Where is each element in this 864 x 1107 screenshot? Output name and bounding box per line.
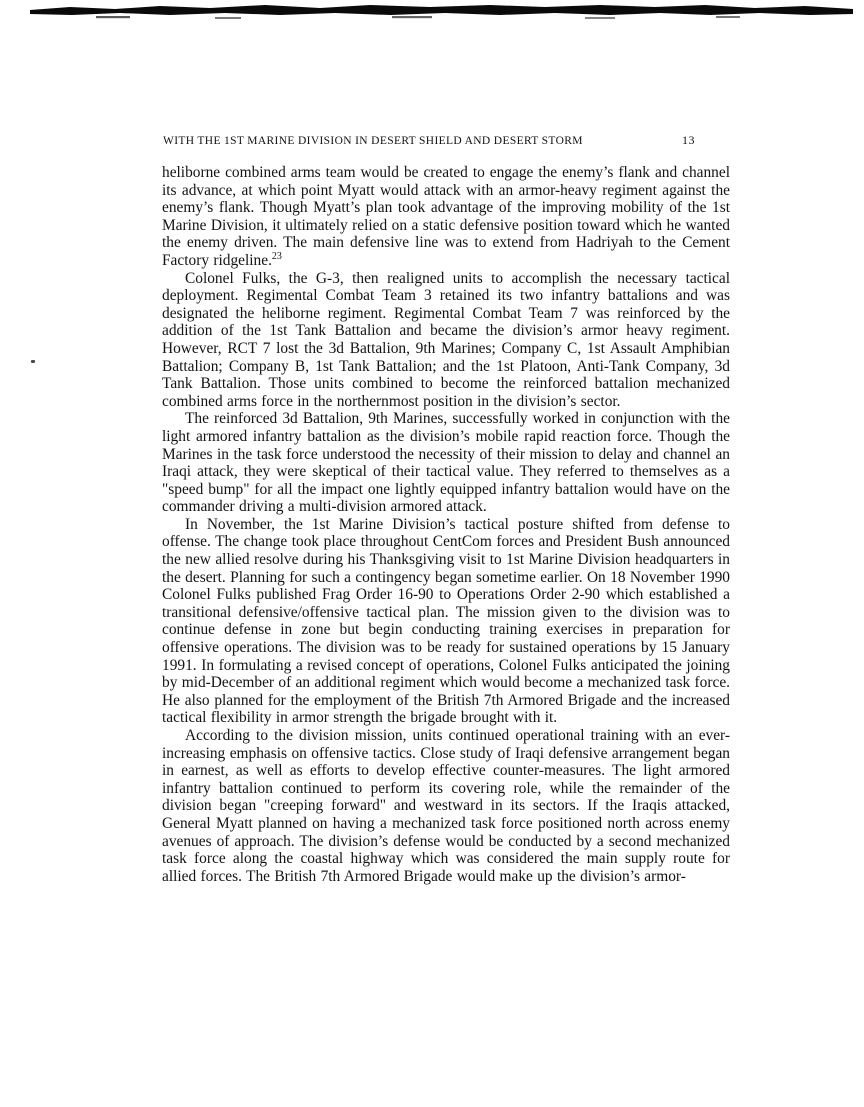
page-body	[162, 164, 730, 885]
footnote-marker: 23	[271, 250, 282, 262]
scan-speck-artifact	[31, 360, 35, 363]
paragraph-text: In November, the 1st Marine Division’s tactical posture shifted from defense to offense. The change took place throughout CentCom forces and President Bush announced the new allied resolve during his Thanksgiving visit to 1st Marine Division headquarters in the desert. Planning for such a contingency began sometime earlier. On 18 November 1990 Colonel Fulks published Frag Order 16-90 to Operations Order 2-90 which established a transitional defensive/offensive tactical plan. The mission given to the division was to continue defense in zone but begin conducting training exercises in preparation for offensive operations. The division was to be ready for sustained operations by 15 January 1991. In formulating a revised concept of operations, Colonel Fulks anticipated the joining by mid-December of an additional regiment which would become a mechanized task force. He also planned for the employment of the British 7th Armored Brigade and the increased tactical flexibility in armor strength the brigade brought with it.	[162, 515, 730, 727]
paragraph	[162, 410, 730, 516]
scan-edge-artifact	[0, 0, 864, 28]
paragraph	[162, 516, 730, 727]
paragraph-text: The reinforced 3d Battalion, 9th Marines, successfully worked in conjunction with the light armored infantry battalion as the division’s mobile rapid reaction force. Though the Marines in the task force understood the necessity of their mission to delay and channel an Iraqi attack, they were skeptical of their tactical value. They referred to themselves as a "speed bump" for all the impact one lightly equipped infantry battalion would have on the commander driving a multi-division armored attack.	[162, 410, 730, 516]
running-header	[163, 133, 731, 148]
paragraph-text: According to the division mission, units continued operational training with an ever-increasing emphasis on offensive tactics. Close study of Iraqi defensive arrangement began in earnest, as well as efforts to develop effective counter-measures. The light armored infantry battalion continued to perform its covering role, while the remainder of the division began "creeping forward" and westward in its sectors. If the Iraqis attacked, General Myatt planned on having a mechanized task force positioned north across enemy avenues of approach. The division’s defense would be conducted by a second mechanized task force along the coastal highway which was considered the main supply route for allied forces. The British 7th Armored Brigade would make up the division’s armor-	[162, 727, 730, 885]
running-header-title: WITH THE 1ST MARINE DIVISION IN DESERT SHIELD AND DESERT STORM	[163, 135, 583, 147]
paragraph	[162, 270, 730, 411]
paragraph	[162, 164, 730, 270]
page-number: 13	[682, 133, 695, 147]
paragraph-text: heliborne combined arms team would be created to engage the enemy’s flank and channel its advance, at which point Myatt would attack with an armor-heavy regiment against the enemy’s flank. Though Myatt’s plan took advantage of the improving mobility of the 1st Marine Division, it ultimately relied on a static defensive position toward which he wanted the enemy driven. The main defensive line was to extend from Hadriyah to the Cement Factory ridgeline.	[162, 164, 730, 269]
paragraph-text: Colonel Fulks, the G-3, then realigned units to accomplish the necessary tactical deployment. Regimental Combat Team 3 retained its two infantry battalions and was designated the heliborne regiment. Regimental Combat Team 7 was reinforced by the addition of the 1st Tank Battalion and became the division’s armor heavy regiment. However, RCT 7 lost the 3d Battalion, 9th Marines; Company C, 1st Assault Amphibian Battalion; Company B, 1st Tank Battalion; and the 1st Platoon, Anti-Tank Company, 3d Tank Battalion. Those units combined to become the reinforced battalion mechanized combined arms force in the northernmost position in the division’s sector.	[162, 269, 730, 410]
paragraph	[162, 727, 730, 885]
